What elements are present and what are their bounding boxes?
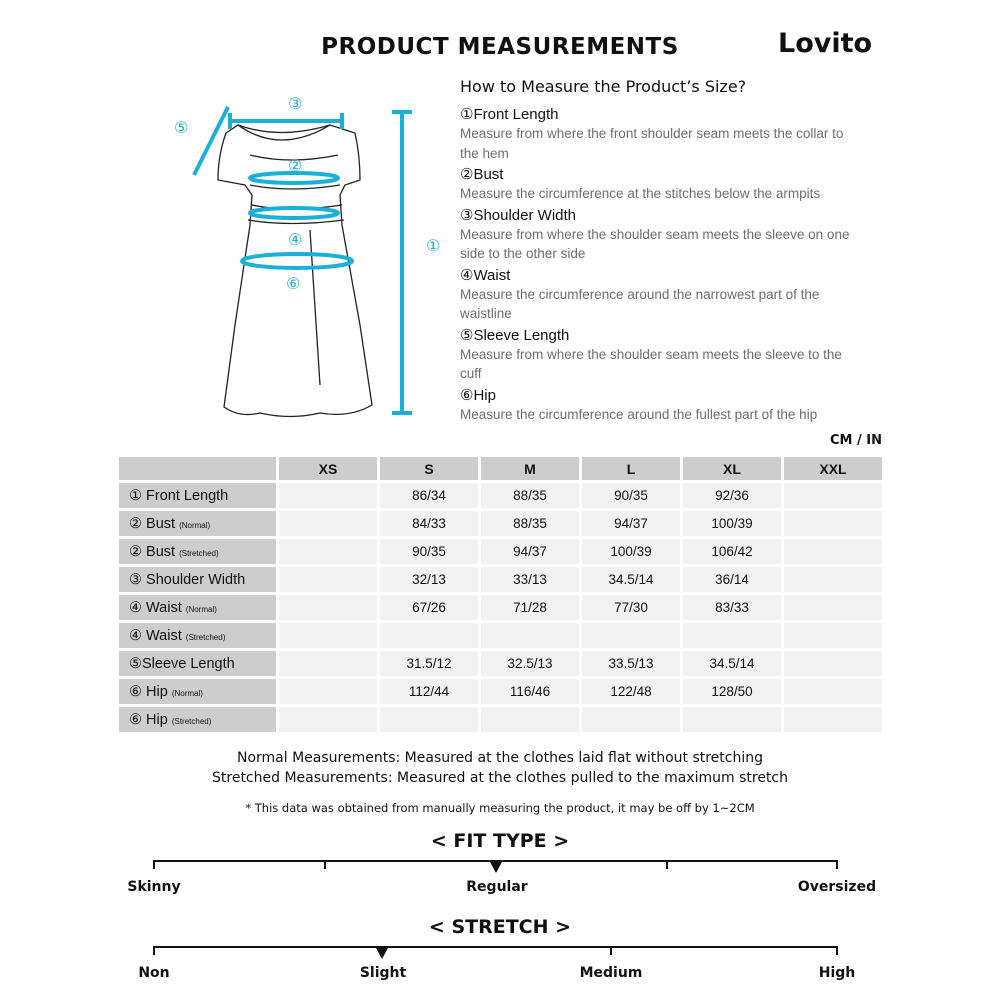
table-row	[119, 595, 882, 620]
measure-guide	[460, 105, 860, 426]
table-cell	[380, 707, 478, 732]
table-cell: 88/35	[481, 483, 579, 508]
fit-type-tick	[324, 860, 326, 869]
fit-type-tick	[153, 860, 155, 869]
table-cell	[279, 679, 377, 704]
row-label	[119, 651, 276, 676]
table-cell: 32.5/13	[481, 651, 579, 676]
table-cell: 77/30	[582, 595, 680, 620]
column-header: XXL	[784, 457, 882, 480]
table-row	[119, 483, 882, 508]
stretch-tick	[836, 946, 838, 955]
table-cell	[784, 511, 882, 536]
table-cell: 67/26	[380, 595, 478, 620]
table-cell	[784, 651, 882, 676]
table-cell	[481, 623, 579, 648]
row-label	[119, 567, 276, 592]
unit-label: CM / IN	[830, 433, 882, 448]
table-cell: 31.5/12	[380, 651, 478, 676]
table-cell	[784, 679, 882, 704]
table-cell: 71/28	[481, 595, 579, 620]
fit-type-title: < FIT TYPE >	[430, 830, 570, 852]
row-label-text: ② Bust	[129, 515, 180, 532]
row-label-text: ⑤Sleeve Length	[129, 655, 235, 672]
table-cell: 90/35	[582, 483, 680, 508]
row-label-qualifier: (Stretched)	[179, 548, 219, 558]
guide-item-name: ②Bust	[460, 166, 504, 183]
stretched-measurement-note: Stretched Measurements: Measured at the clothes pulled to the maximum stretch	[212, 770, 788, 786]
diagram-label-shoulder: ③	[288, 94, 303, 113]
guide-item	[460, 105, 860, 163]
table-cell	[784, 707, 882, 732]
measure-guide-heading: How to Measure the Product’s Size?	[460, 77, 747, 96]
table-row	[119, 679, 882, 704]
page-title: PRODUCT MEASUREMENTS	[321, 34, 679, 60]
table-cell	[784, 539, 882, 564]
table-cell	[279, 595, 377, 620]
table-row	[119, 651, 882, 676]
row-label-text: ③ Shoulder Width	[129, 571, 246, 588]
diagram-label-bust: ②	[288, 156, 303, 175]
table-cell	[683, 707, 781, 732]
table-cell: 128/50	[683, 679, 781, 704]
row-label-qualifier: (Stretched)	[185, 632, 226, 642]
row-label	[119, 623, 276, 648]
guide-item-desc: Measure from where the front shoulder seam meets the collar to the hem	[460, 126, 844, 161]
guide-item	[460, 266, 860, 324]
row-label	[119, 511, 276, 536]
brand-logo: Lovito	[778, 28, 873, 59]
table-row	[119, 707, 882, 732]
guide-item-name: ⑤Sleeve Length	[460, 326, 570, 344]
diagram-label-length: ①	[426, 236, 440, 255]
table-cell: 94/37	[481, 539, 579, 564]
table-cell: 33.5/13	[582, 651, 680, 676]
guide-item-desc: Measure the circumference around the narrowest part of the waistline	[460, 286, 820, 321]
fit-type-label: Oversized	[797, 879, 877, 895]
diagram-label-waist: ④	[288, 230, 303, 249]
stretch-track	[154, 946, 838, 948]
guide-item-desc: Measure from where the shoulder seam meets the sleeve on one side to the other side	[460, 226, 850, 261]
size-table	[116, 454, 885, 735]
stretch-label: Non	[138, 965, 170, 981]
fit-type-tick	[836, 860, 838, 869]
row-label-text: ④ Waist	[129, 627, 186, 644]
column-header: XS	[279, 457, 377, 480]
table-cell	[279, 707, 377, 732]
table-row	[119, 511, 882, 536]
guide-item-desc: Measure the circumference around the fullest part of the hip	[460, 406, 818, 422]
table-cell: 112/44	[380, 679, 478, 704]
table-cell: 122/48	[582, 679, 680, 704]
diagram-label-sleeve: ⑤	[174, 118, 189, 137]
table-cell	[582, 623, 680, 648]
row-label	[119, 707, 276, 732]
column-header: XL	[683, 457, 781, 480]
row-label-qualifier: (Normal)	[171, 688, 203, 698]
guide-item	[460, 326, 860, 384]
table-cell: 100/39	[683, 511, 781, 536]
table-corner	[119, 457, 276, 480]
guide-item	[460, 206, 860, 264]
row-label-text: ⑥ Hip	[129, 711, 172, 728]
table-cell	[481, 707, 579, 732]
fit-type-tick	[666, 860, 668, 869]
guide-item	[460, 386, 860, 425]
table-cell	[784, 595, 882, 620]
table-cell: 88/35	[481, 511, 579, 536]
table-cell: 34.5/14	[683, 651, 781, 676]
table-cell: 92/36	[683, 483, 781, 508]
guide-item	[460, 165, 860, 204]
table-cell: 36/14	[683, 567, 781, 592]
table-cell	[784, 483, 882, 508]
guide-item-desc: Measure the circumference at the stitches below the armpits	[460, 186, 821, 201]
table-cell	[279, 511, 377, 536]
stretch-tick	[153, 946, 155, 955]
normal-measurement-note: Normal Measurements: Measured at the clothes laid flat without stretching	[237, 750, 763, 766]
table-header-row	[119, 457, 882, 480]
table-cell	[279, 483, 377, 508]
row-label-qualifier: (Normal)	[185, 604, 217, 614]
fit-type-marker	[490, 862, 502, 873]
table-cell: 116/46	[481, 679, 579, 704]
table-cell	[683, 623, 781, 648]
row-label-text: ① Front Length	[129, 487, 229, 504]
disclaimer-note: * This data was obtained from manually measuring the product, it may be off by 1~2CM	[245, 801, 755, 815]
table-cell: 90/35	[380, 539, 478, 564]
guide-item-name: ④Waist	[460, 266, 511, 284]
stretch-marker	[376, 948, 388, 959]
guide-item-name: ③Shoulder Width	[460, 206, 577, 224]
dress-diagram	[160, 85, 440, 425]
row-label-text: ④ Waist	[129, 599, 186, 616]
fit-type-label: Skinny	[127, 879, 181, 895]
table-cell: 106/42	[683, 539, 781, 564]
row-label	[119, 539, 276, 564]
table-cell	[380, 623, 478, 648]
table-cell: 34.5/14	[582, 567, 680, 592]
table-row	[119, 623, 882, 648]
column-header: L	[582, 457, 680, 480]
table-cell: 32/13	[380, 567, 478, 592]
row-label	[119, 483, 276, 508]
table-cell: 86/34	[380, 483, 478, 508]
guide-item-name: ⑥Hip	[460, 386, 496, 404]
table-cell	[279, 623, 377, 648]
table-cell	[279, 567, 377, 592]
stretch-title: < STRETCH >	[428, 916, 572, 938]
stretch-tick	[610, 946, 612, 955]
row-label	[119, 679, 276, 704]
table-cell	[582, 707, 680, 732]
column-header: S	[380, 457, 478, 480]
row-label-text: ⑥ Hip	[129, 683, 172, 700]
row-label-qualifier: (Normal)	[179, 520, 211, 530]
guide-item-name: ①Front Length	[460, 106, 559, 123]
table-cell: 94/37	[582, 511, 680, 536]
guide-item-desc: Measure from where the shoulder seam meets the sleeve to the cuff	[460, 346, 842, 381]
fit-type-label: Regular	[466, 879, 528, 895]
row-label	[119, 595, 276, 620]
table-cell	[784, 623, 882, 648]
stretch-label: High	[818, 965, 856, 981]
column-header: M	[481, 457, 579, 480]
stretch-label: Slight	[359, 965, 407, 981]
diagram-label-hip: ⑥	[286, 274, 301, 293]
table-cell	[784, 567, 882, 592]
table-row	[119, 539, 882, 564]
table-cell: 33/13	[481, 567, 579, 592]
table-cell: 83/33	[683, 595, 781, 620]
table-cell: 100/39	[582, 539, 680, 564]
row-label-text: ② Bust	[129, 543, 180, 560]
table-cell: 84/33	[380, 511, 478, 536]
table-row	[119, 567, 882, 592]
table-cell	[279, 651, 377, 676]
stretch-label: Medium	[579, 965, 643, 981]
row-label-qualifier: (Stretched)	[171, 716, 212, 726]
table-cell	[279, 539, 377, 564]
